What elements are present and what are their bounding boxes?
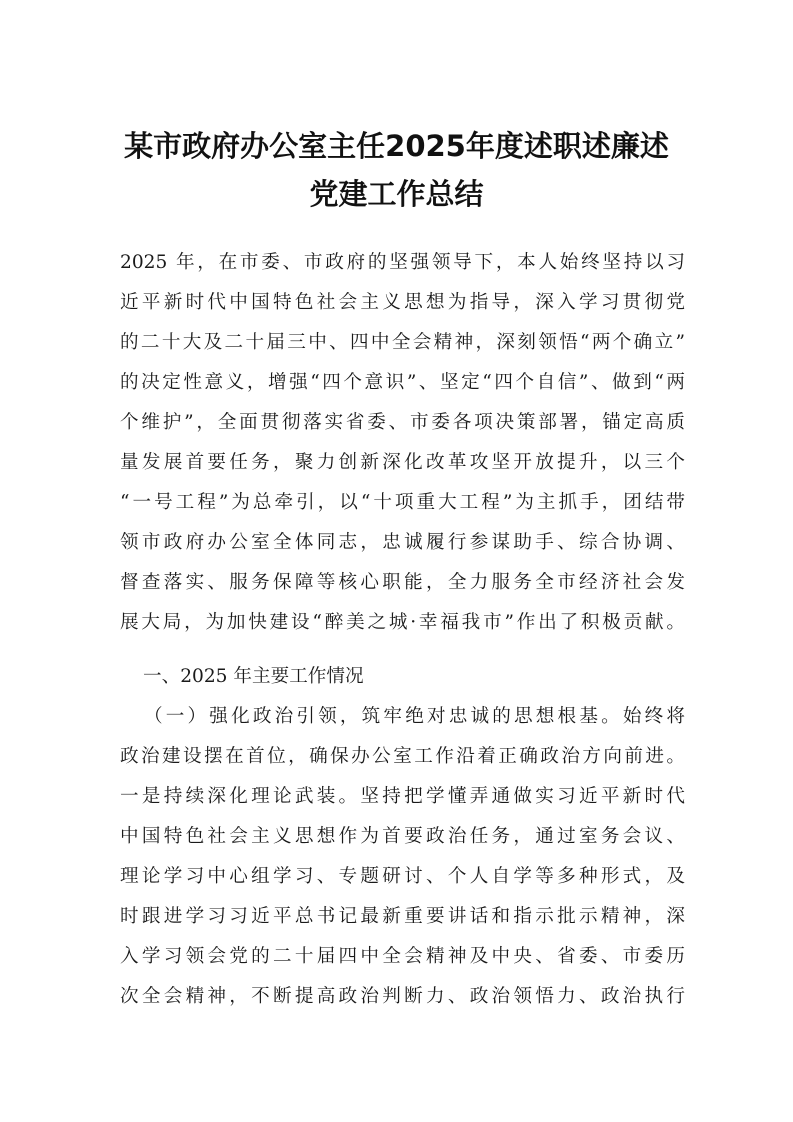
section-heading-1: 一、2025 年主要工作情况 xyxy=(143,666,364,687)
intro-paragraph-line: 量发展首要任务，聚力创新深化改革攻坚开放提升，以三个 xyxy=(120,452,685,473)
intro-paragraph-line: 督查落实、服务保障等核心职能，全力服务全市经济社会发 xyxy=(120,572,685,593)
intro-paragraph-line: 领市政府办公室全体同志，忠诚履行参谋助手、综合协调、 xyxy=(120,532,685,553)
subsection-paragraph-line: （一）强化政治引领，筑牢绝对忠诚的思想根基。始终将 xyxy=(144,706,685,727)
document-title-line-2: 党建工作总结 xyxy=(309,177,484,211)
document-title-line-1: 某市政府办公室主任2025年度述职述廉述 xyxy=(124,129,669,163)
subsection-paragraph-line: 一是持续深化理论武装。坚持把学懂弄通做实习近平新时代 xyxy=(120,786,685,807)
subsection-paragraph-line: 入学习领会党的二十届四中全会精神及中央、省委、市委历 xyxy=(120,946,685,967)
intro-paragraph-line: 展大局，为加快建设“醉美之城·幸福我市”作出了积极贡献。 xyxy=(120,612,685,633)
subsection-paragraph-line: 时跟进学习习近平总书记最新重要讲话和指示批示精神，深 xyxy=(120,906,685,927)
subsection-paragraph-line: 中国特色社会主义思想作为首要政治任务，通过室务会议、 xyxy=(120,826,685,847)
intro-paragraph-line: 近平新时代中国特色社会主义思想为指导，深入学习贯彻党 xyxy=(120,292,685,313)
subsection-paragraph-line: 次全会精神，不断提高政治判断力、政治领悟力、政治执行 xyxy=(120,986,685,1007)
intro-paragraph-line: 的二十大及二十届三中、四中全会精神，深刻领悟“两个确立” xyxy=(120,332,685,353)
intro-paragraph-line: 2025 年，在市委、市政府的坚强领导下，本人始终坚持以习 xyxy=(120,252,685,273)
subsection-paragraph-line: 理论学习中心组学习、专题研讨、个人自学等多种形式，及 xyxy=(120,866,685,887)
intro-paragraph-line: 的决定性意义，增强“四个意识”、坚定“四个自信”、做到“两 xyxy=(120,372,685,393)
subsection-paragraph-line: 政治建设摆在首位，确保办公室工作沿着正确政治方向前进。 xyxy=(120,746,685,767)
intro-paragraph-line: 个维护”，全面贯彻落实省委、市委各项决策部署，锚定高质 xyxy=(120,412,685,433)
intro-paragraph-line: “一号工程”为总牵引，以“十项重大工程”为主抓手，团结带 xyxy=(120,492,685,513)
